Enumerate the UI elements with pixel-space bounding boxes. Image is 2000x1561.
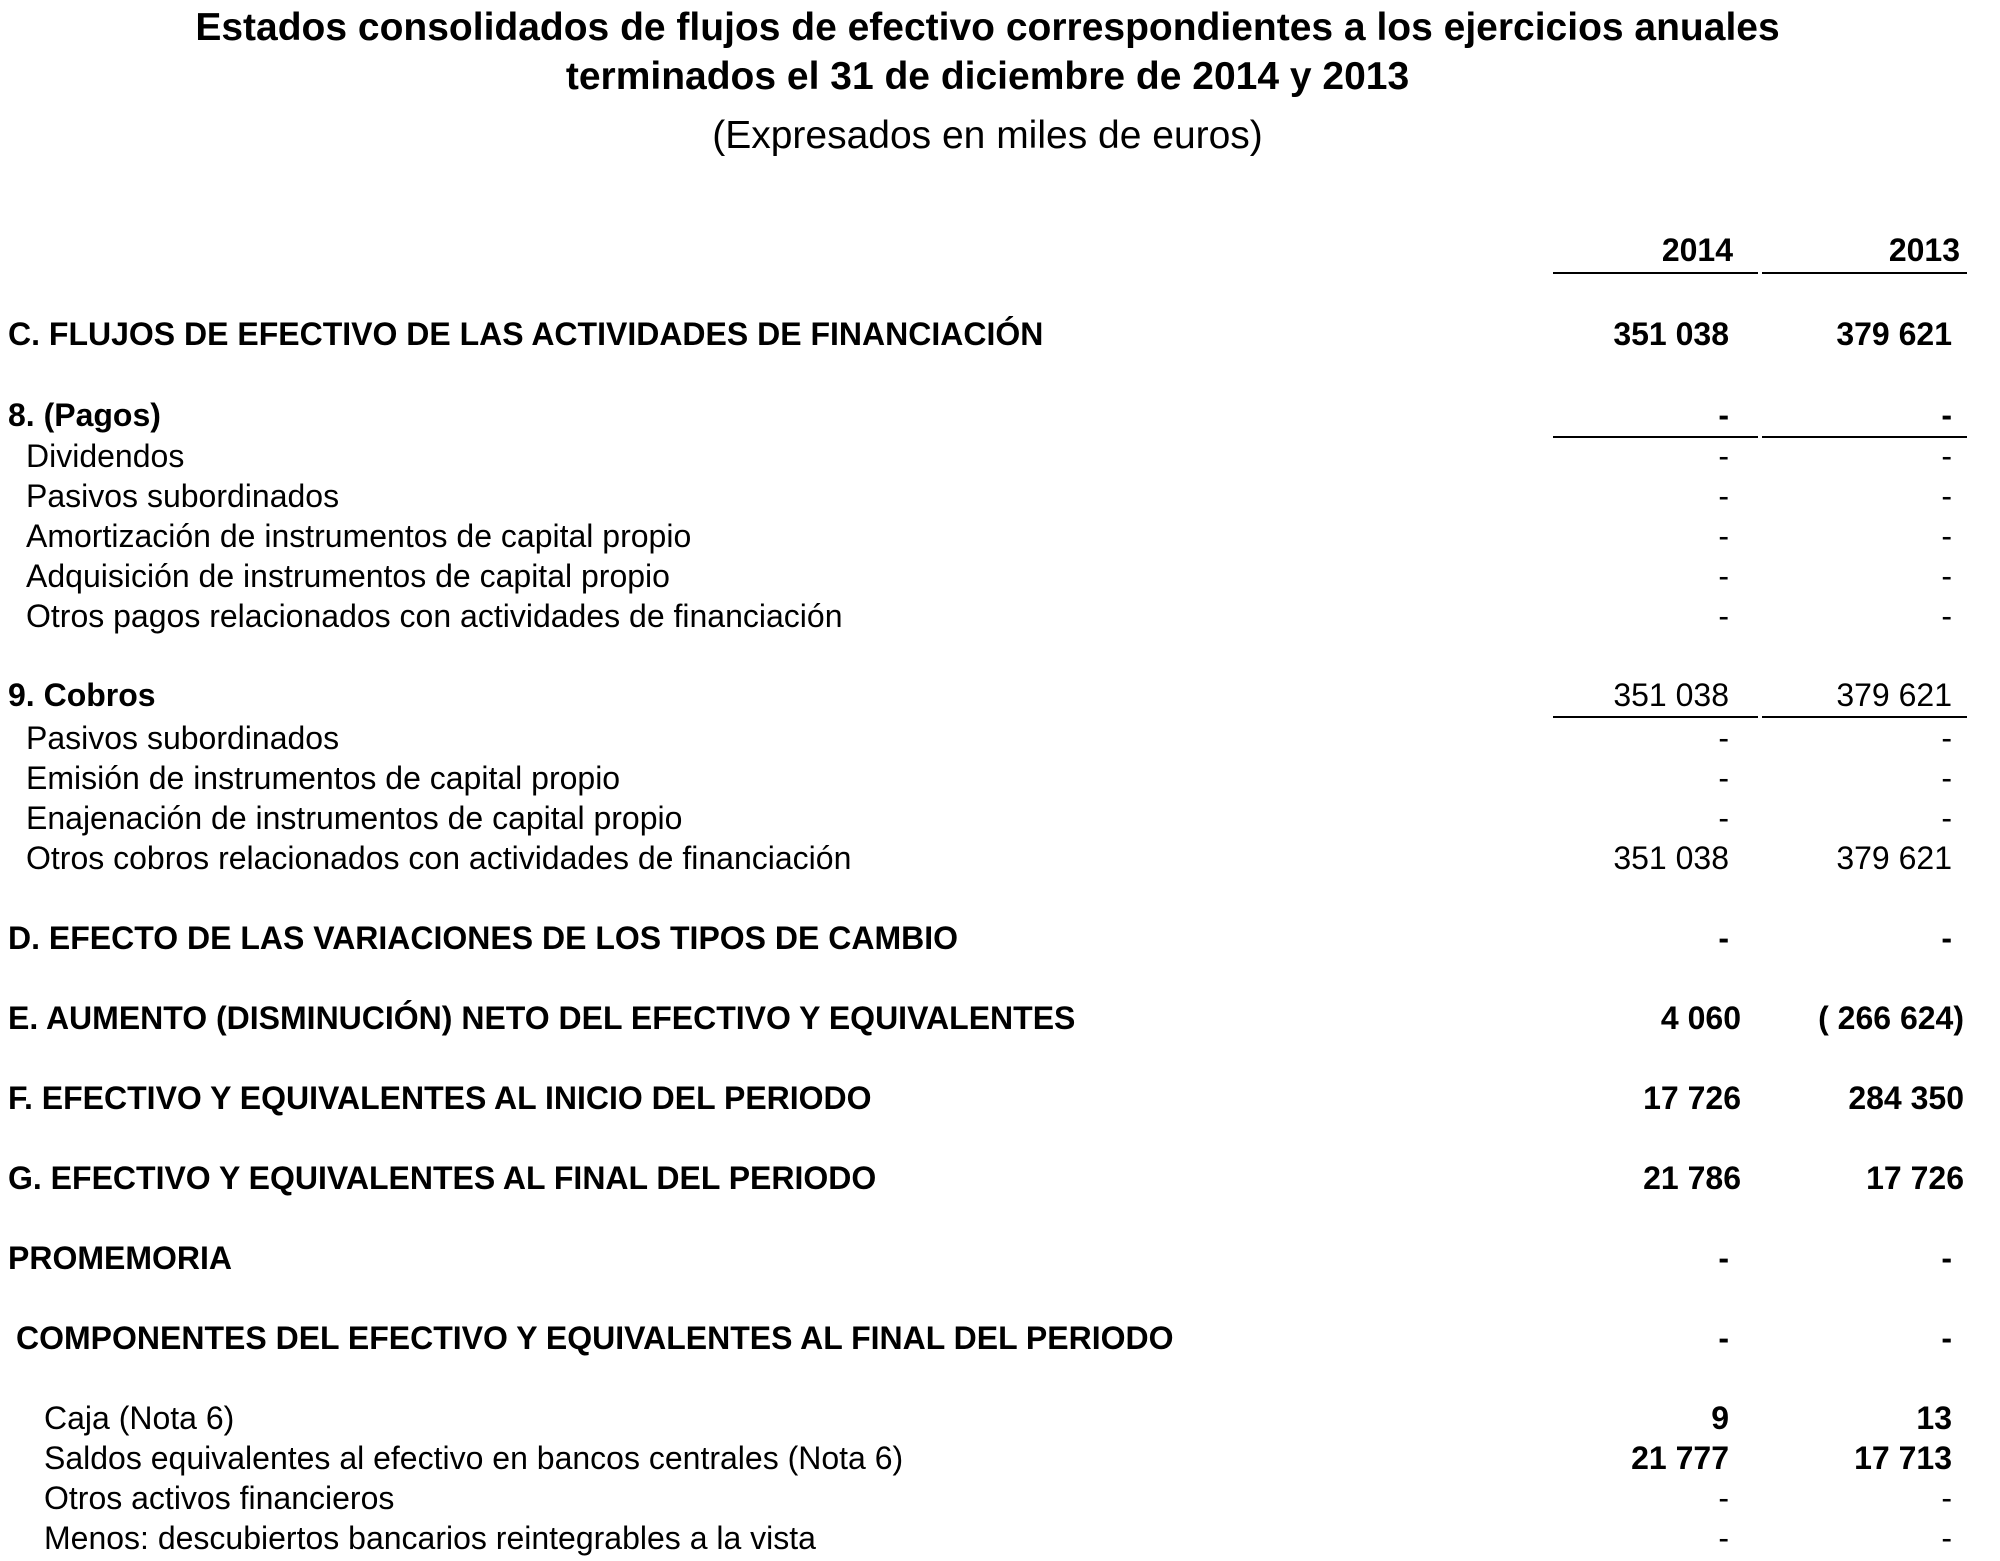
value-2013: - <box>1941 518 1952 554</box>
value-2014: - <box>1718 397 1729 433</box>
value-2013: 379 621 <box>1836 316 1952 352</box>
value-2013: - <box>1941 478 1952 514</box>
table-row <box>0 1480 2000 1520</box>
value-2013: ( 266 624) <box>1818 1000 1964 1036</box>
value-2013: - <box>1941 1240 1952 1276</box>
row-label: Menos: descubiertos bancarios reintegrables a la vista <box>44 1520 816 1556</box>
value-2013: - <box>1941 920 1952 956</box>
value-2013: - <box>1941 558 1952 594</box>
value-2014: - <box>1718 920 1729 956</box>
page-title <box>0 3 1975 101</box>
table-row <box>0 1240 2000 1280</box>
value-2014: 9 <box>1711 1400 1729 1436</box>
subtotal-underline-2014 <box>1553 716 1758 718</box>
table-row <box>0 1160 2000 1200</box>
value-2013: - <box>1941 720 1952 756</box>
row-label: F. EFECTIVO Y EQUIVALENTES AL INICIO DEL PERIODO <box>8 1080 872 1116</box>
table-row <box>0 920 2000 960</box>
table-row <box>0 397 2000 437</box>
title-line-1: Estados consolidados de flujos de efectivo correspondientes a los ejercicios anuales <box>195 6 1780 49</box>
value-2013: 284 350 <box>1848 1080 1964 1116</box>
header-underline-2013 <box>1762 272 1967 274</box>
table-row <box>0 1440 2000 1480</box>
value-2013: 13 <box>1916 1400 1952 1436</box>
value-2014: - <box>1718 1240 1729 1276</box>
value-2014: 17 726 <box>1643 1080 1741 1116</box>
table-row <box>0 478 2000 518</box>
title-line-2: terminados el 31 de diciembre de 2014 y 2013 <box>565 55 1410 98</box>
value-2014: - <box>1718 598 1729 634</box>
value-2014: - <box>1718 558 1729 594</box>
value-2014: - <box>1718 1520 1729 1556</box>
row-label: Otros cobros relacionados con actividades de financiación <box>26 840 852 876</box>
row-label: D. EFECTO DE LAS VARIACIONES DE LOS TIPOS DE CAMBIO <box>8 920 959 956</box>
column-header-2013: 2013 <box>1888 232 1960 268</box>
value-2014: - <box>1718 478 1729 514</box>
value-2013: - <box>1941 760 1952 796</box>
value-2013: - <box>1941 800 1952 836</box>
value-2013: - <box>1941 438 1952 474</box>
value-2014: 351 038 <box>1613 316 1729 352</box>
row-label: E. AUMENTO (DISMINUCIÓN) NETO DEL EFECTIVO Y EQUIVALENTES <box>8 1000 1076 1036</box>
table-row <box>0 598 2000 638</box>
value-2014: 21 777 <box>1631 1440 1729 1476</box>
value-2014: - <box>1718 438 1729 474</box>
column-header-2014: 2014 <box>1661 232 1733 268</box>
subtotal-underline-2013 <box>1762 716 1967 718</box>
table-row <box>0 840 2000 880</box>
value-2013: - <box>1941 598 1952 634</box>
table-row <box>0 1320 2000 1360</box>
value-2013: 379 621 <box>1836 840 1952 876</box>
row-label: G. EFECTIVO Y EQUIVALENTES AL FINAL DEL PERIODO <box>8 1160 877 1196</box>
value-2013: 17 726 <box>1866 1160 1964 1196</box>
value-2014: - <box>1718 720 1729 756</box>
subtitle: (Expresados en miles de euros) <box>712 114 1263 157</box>
header-underline-2014 <box>1553 272 1758 274</box>
row-label: 9. Cobros <box>8 677 156 713</box>
table-row <box>0 760 2000 800</box>
value-2014: - <box>1718 760 1729 796</box>
row-label: COMPONENTES DEL EFECTIVO Y EQUIVALENTES AL FINAL DEL PERIODO <box>16 1320 1174 1356</box>
table-row <box>0 1400 2000 1440</box>
value-2013: - <box>1941 1480 1952 1516</box>
table-row <box>0 1080 2000 1120</box>
table-row <box>0 1520 2000 1560</box>
value-2013: - <box>1941 397 1952 433</box>
table-row <box>0 677 2000 717</box>
value-2014: 351 038 <box>1613 840 1729 876</box>
table-row <box>0 438 2000 478</box>
row-label: Caja (Nota 6) <box>44 1400 235 1436</box>
table-row <box>0 316 2000 356</box>
value-2014: 4 060 <box>1660 1000 1741 1036</box>
value-2013: - <box>1941 1520 1952 1556</box>
value-2013: - <box>1941 1320 1952 1356</box>
value-2013: 379 621 <box>1836 677 1952 713</box>
row-label: Enajenación de instrumentos de capital propio <box>26 800 683 836</box>
value-2014: 351 038 <box>1613 677 1729 713</box>
value-2014: - <box>1718 1480 1729 1516</box>
table-row <box>0 720 2000 760</box>
value-2014: - <box>1718 518 1729 554</box>
row-label: Adquisición de instrumentos de capital propio <box>26 558 670 594</box>
table-row <box>0 518 2000 558</box>
table-row <box>0 1000 2000 1040</box>
row-label: Dividendos <box>26 438 185 474</box>
row-label: C. FLUJOS DE EFECTIVO DE LAS ACTIVIDADES DE FINANCIACIÓN <box>8 316 1044 352</box>
value-2014: 21 786 <box>1643 1160 1741 1196</box>
value-2014: - <box>1718 1320 1729 1356</box>
row-label: Pasivos subordinados <box>26 478 340 514</box>
row-label: Otros activos financieros <box>44 1480 395 1516</box>
row-label: PROMEMORIA <box>8 1240 232 1276</box>
row-label: Amortización de instrumentos de capital propio <box>26 518 692 554</box>
row-label: 8. (Pagos) <box>8 397 161 433</box>
value-2013: 17 713 <box>1854 1440 1952 1476</box>
table-row <box>0 800 2000 840</box>
row-label: Emisión de instrumentos de capital propio <box>26 760 621 796</box>
table-row <box>0 558 2000 598</box>
row-label: Saldos equivalentes al efectivo en bancos centrales (Nota 6) <box>44 1440 904 1476</box>
row-label: Pasivos subordinados <box>26 720 340 756</box>
row-label: Otros pagos relacionados con actividades de financiación <box>26 598 843 634</box>
value-2014: - <box>1718 800 1729 836</box>
